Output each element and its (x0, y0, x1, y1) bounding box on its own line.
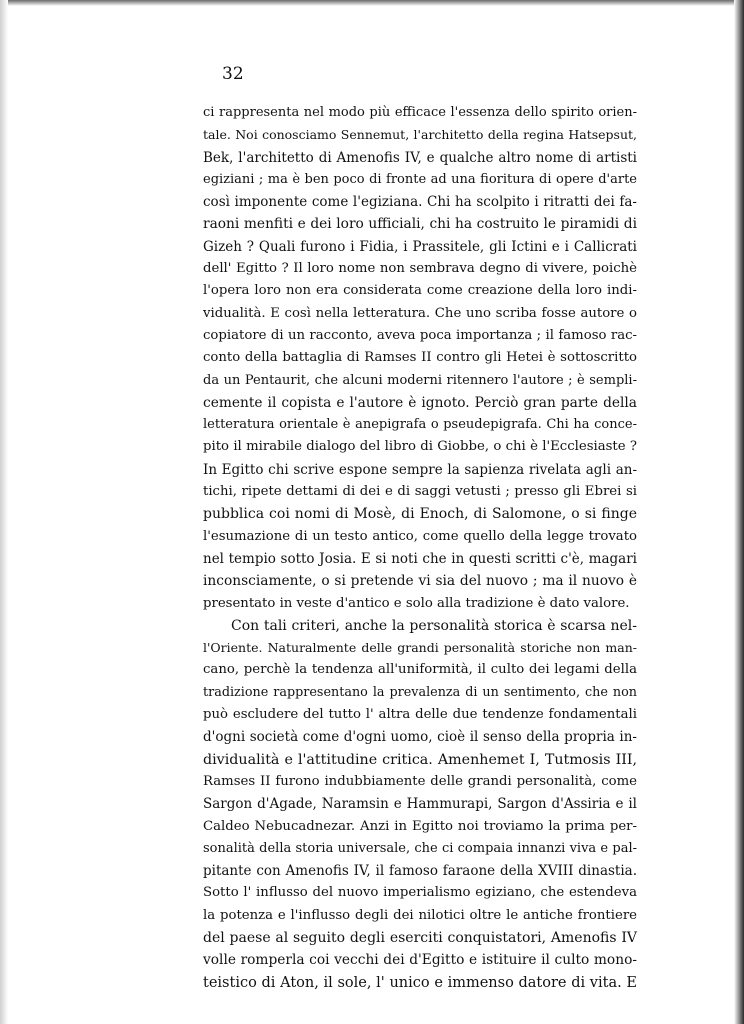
scan-left-edge (0, 0, 8, 1024)
text-line: volle romperla coi vecchi dei d'Egitto e istituire il culto mono- (203, 952, 637, 969)
text-line: l'esumazione di un testo antico, come quello della legge trovato (203, 528, 637, 544)
text-line: del paese al seguito degli eserciti conquistatori, Amenofis IV (203, 929, 637, 946)
text-line: conto della battaglia di Ramses II contro gli Hetei è sottoscritto (203, 350, 637, 366)
page-number: 32 (222, 64, 244, 84)
text-line: Gizeh ? Quali furono i Fidia, i Prassitele, gli Ictini e i Callicrati (203, 238, 637, 255)
text-line: Ramses II furono indubbiamente delle grandi personalità, come (203, 773, 637, 789)
text-line: dividualità e l'attitudine critica. Amenhemet I, Tutmosis III, (203, 751, 637, 768)
text-line: inconsciamente, o si pretende vi sia del nuovo ; ma il nuovo è (203, 573, 637, 590)
text-line: così imponente come l'egiziana. Chi ha scolpito i ritratti dei fa- (203, 194, 637, 211)
text-line: tale. Noi conosciamo Sennemut, l'architetto della regina Hatsepsut, (203, 127, 637, 143)
text-line: Caldeo Nebucadnezar. Anzi in Egitto noi troviamo la prima per- (203, 818, 637, 834)
text-line: pito il mirabile dialogo del libro di Giobbe, o chi è l'Ecclesiaste ? (203, 439, 637, 455)
text-line: ci rappresenta nel modo più efficace l'essenza dello spirito orien- (203, 105, 637, 120)
text-line: pitante con Amenofis IV, il famoso faraone della XVIII dinastia. (203, 863, 637, 880)
text-line: copiatore di un racconto, aveva poca importanza ; il famoso rac- (203, 327, 637, 343)
text-line: presentato in veste d'antico e solo alla tradizione è dato valore. (203, 595, 630, 611)
text-line: Sotto l' influsso del nuovo imperialismo egiziano, che estendeva (203, 885, 637, 901)
text-line: dell' Egitto ? Il loro nome non sembrava degno di vivere, poichè (203, 261, 637, 277)
text-line: l'Oriente. Naturalmente delle grandi personalità storiche non man- (203, 640, 637, 656)
text-line: vidualità. E così nella letteratura. Che uno scriba fosse autore o (203, 305, 637, 321)
text-line: Bek, l'architetto di Amenofis IV, e qualche altro nome di artisti (203, 149, 637, 166)
text-line: da un Pentaurit, che alcuni moderni ritennero l'autore ; è sempli- (203, 372, 637, 388)
text-line: cemente il copista e l'autore è ignoto. Perciò gran parte della (203, 394, 637, 411)
text-line: tradizione rappresentano la prevalenza di un sentimento, che non (203, 684, 637, 700)
body-text (203, 102, 637, 994)
text-line: la potenza e l'influsso degli dei nilotici oltre le antiche frontiere (203, 907, 637, 923)
scan-top-edge (0, 0, 744, 6)
text-line: letteratura orientale è anepigrafa o pseudepigrafa. Chi ha conce- (203, 417, 637, 433)
text-line: Sargon d'Agade, Naramsin e Hammurapi, Sargon d'Assiria e il (203, 796, 637, 813)
text-line: pubblica coi nomi di Mosè, di Enoch, di Salomone, o si finge (203, 506, 637, 523)
text-line: Con tali criteri, anche la personalità storica è scarsa nel- (231, 617, 637, 634)
text-line: sonalità della storia universale, che ci compaia innanzi viva e pal- (203, 840, 637, 856)
text-line: teistico di Aton, il sole, l' unico e immenso datore di vita. E (203, 974, 637, 991)
text-line: cano, perchè la tendenza all'uniformità, il culto dei legami della (203, 662, 637, 678)
text-line: raoni menfiti e dei loro ufficiali, chi ha costruito le piramidi di (203, 216, 637, 233)
text-line: l'opera loro non era considerata come creazione della loro indi- (203, 283, 637, 299)
text-line: In Egitto chi scrive espone sempre la sapienza rivelata agli an- (203, 461, 637, 478)
text-line: tichi, ripete dettami di dei e di saggi vetusti ; presso gli Ebrei si (203, 484, 637, 500)
text-line: d'ogni società come d'ogni uomo, cioè il senso della propria in- (203, 729, 637, 746)
text-line: può escludere del tutto l' altra delle due tendenze fondamentali (203, 707, 637, 723)
scan-right-edge (734, 0, 744, 1024)
text-line: egiziani ; ma è ben poco di fronte ad una fioritura di opere d'arte (203, 171, 637, 187)
text-line: nel tempio sotto Josia. E si noti che in questi scritti c'è, magari (203, 550, 637, 567)
